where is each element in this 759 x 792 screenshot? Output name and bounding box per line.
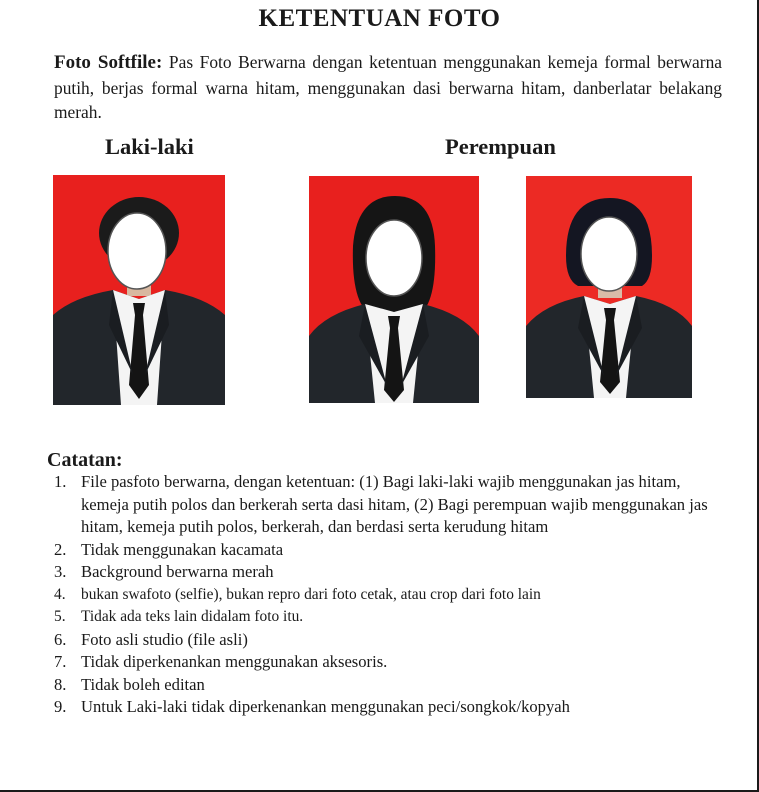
list-number: 4.	[54, 585, 66, 603]
list-text: Foto asli studio (file asli)	[81, 629, 248, 649]
list-number: 9.	[54, 697, 67, 716]
list-item	[54, 629, 714, 652]
list-number: 3.	[54, 562, 67, 581]
list-text: File pasfoto berwarna, dengan ketentuan: (1) Bagi laki-laki wajib menggunakan jas hitam, kemeja putih polos dan berkerah serta dasi hitam, (2) Bagi perempuan wajib menggunakan jas hitam, kemeja putih polos, berkerah, dan berdasi serta kerudung hitam	[81, 472, 708, 536]
list-text: Tidak ada teks lain didalam foto itu.	[81, 608, 304, 625]
face-placeholder	[581, 217, 637, 291]
list-number: 8.	[54, 674, 67, 694]
list-number: 7.	[54, 652, 67, 671]
label-female: Perempuan	[445, 134, 556, 159]
list-text: Background berwarna merah	[81, 562, 274, 581]
list-number: 1.	[54, 472, 67, 491]
list-text: bukan swafoto (selfie), bukan repro dari foto cetak, atau crop dari foto lain	[81, 585, 541, 603]
list-number: 5.	[54, 608, 66, 625]
intro-paragraph	[54, 50, 722, 125]
page-title: KETENTUAN FOTO	[258, 5, 501, 32]
list-text: Tidak menggunakan kacamata	[81, 539, 284, 559]
list-number: 6.	[54, 629, 67, 649]
notes-list	[54, 471, 714, 719]
intro-lead: Foto Softfile:	[54, 52, 163, 73]
list-item	[54, 651, 714, 674]
list-item	[54, 696, 714, 719]
list-item	[54, 561, 714, 584]
list-number: 2.	[54, 539, 67, 559]
photo-female-hijab	[309, 176, 479, 403]
list-item	[54, 471, 714, 539]
list-text: Tidak diperkenankan menggunakan aksesoris.	[81, 652, 388, 671]
list-item	[54, 539, 714, 562]
intro-text: Pas Foto Berwarna dengan ketentuan menggunakan kemeja formal berwarna putih, berjas formal warna hitam, menggunakan dasi berwarna hitam, danberlatar belakang merah.	[54, 52, 722, 122]
photo-male	[53, 175, 225, 405]
list-item	[54, 584, 714, 607]
label-male: Laki-laki	[105, 134, 194, 159]
notes-heading: Catatan:	[47, 449, 123, 471]
face-placeholder	[366, 220, 422, 296]
face-placeholder	[108, 213, 166, 289]
list-item	[54, 674, 714, 697]
photo-female-short-hair	[526, 176, 692, 398]
list-item	[54, 606, 714, 629]
list-text: Tidak boleh editan	[81, 674, 205, 694]
list-text: Untuk Laki-laki tidak diperkenankan menggunakan peci/songkok/kopyah	[81, 697, 570, 716]
